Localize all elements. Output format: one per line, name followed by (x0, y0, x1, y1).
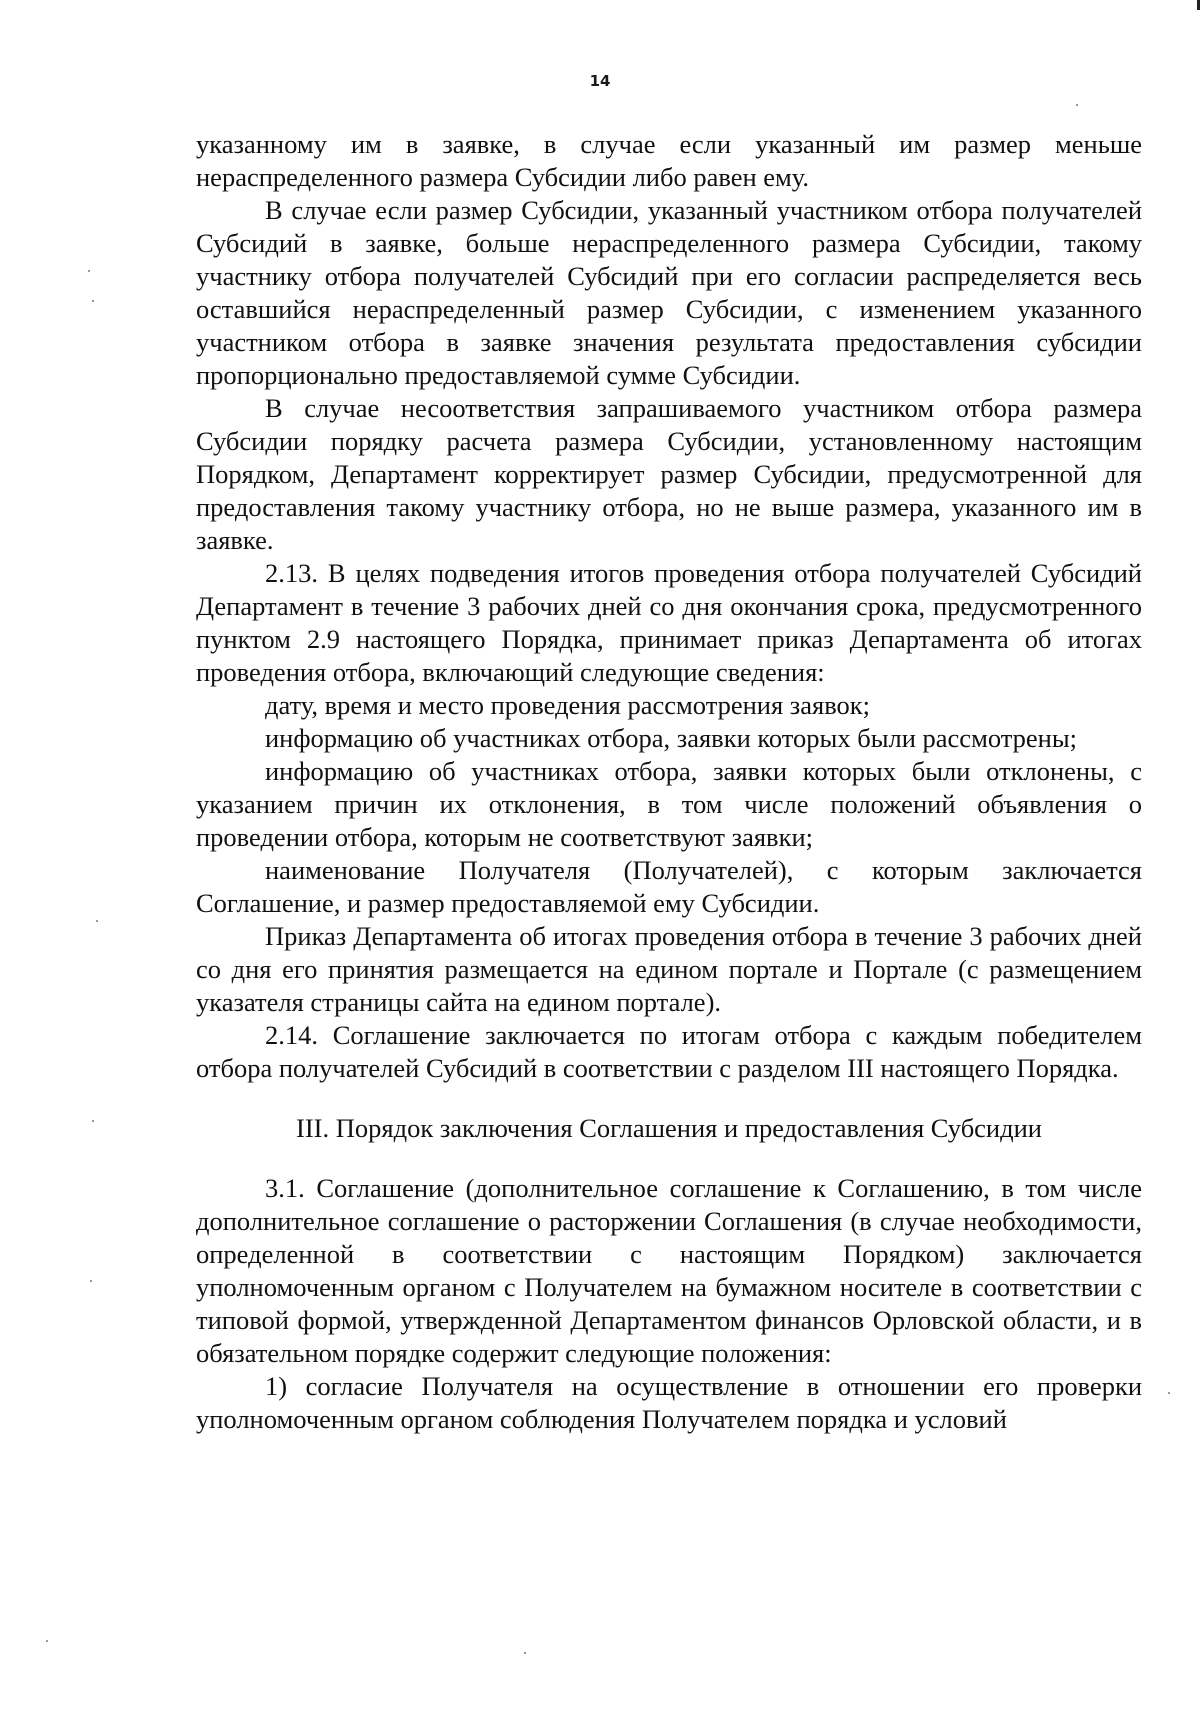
paragraph-subsidy-redistribution: В случае если размер Субсидии, указанный участником отбора получателей Субсидий в заявке, больше нераспределенного размера Субсидии, такому участнику отбора получателей Субсидий при его согласии распределяется весь оставшийся нераспределенный размер Субсидии, с изменением указанного участником отбора в заявке значения результата предоставления субсидии пропорционально предоставляемой сумме Субсидии. (196, 195, 1142, 390)
scan-speck (46, 1640, 48, 1642)
scan-speck (92, 300, 94, 302)
scan-speck (1168, 1392, 1170, 1394)
paragraph-2-13: 2.13. В целях подведения итогов проведения отбора получателей Субсидий Департамент в течение 3 рабочих дней со дня окончания срока, предусмотренного пунктом 2.9 настоящего Порядка, принимает приказ Департамента об итогах проведения отбора, включающий следующие сведения: (196, 558, 1142, 687)
scan-speck (92, 1120, 94, 1122)
paragraph-3-1-item-1: 1) согласие Получателя на осуществление в отношении его проверки уполномоченным органом соблюдения Получателем порядка и условий (196, 1371, 1142, 1434)
scan-speck (524, 1652, 526, 1654)
scan-speck (90, 1280, 92, 1282)
scan-speck (1076, 104, 1078, 106)
page-number: 14 (589, 72, 611, 90)
list-item-recipient-name: наименование Получателя (Получателей), с которым заключается Соглашение, и размер предоставляемой ему Субсидии. (196, 855, 1142, 918)
paragraph-2-14: 2.14. Соглашение заключается по итогам отбора с каждым победителем отбора получателей Субсидий в соответствии с разделом III настоящего Порядка. (196, 1020, 1142, 1083)
paragraph-order-publication: Приказ Департамента об итогах проведения отбора в течение 3 рабочих дней со дня его принятия размещается на едином портале и Портале (с размещением указателя страницы сайта на едином портале). (196, 921, 1142, 1017)
scan-speck (88, 270, 90, 272)
section-heading-iii: III. Порядок заключения Соглашения и предоставления Субсидии (296, 1113, 1042, 1143)
paragraph-3-1: 3.1. Соглашение (дополнительное соглашение к Соглашению, в том числе дополнительное соглашение о расторжении Соглашения (в случае необходимости, определенной в соответствии с настоящим Порядком) заключается уполномоченным органом с Получателем на бумажном носителе в соответствии с типовой формой, утвержденной Департаментом финансов Орловской области, и в обязательном порядке содержит следующие положения: (196, 1173, 1142, 1368)
paragraph-continuation: указанному им в заявке, в случае если указанный им размер меньше нераспределенного размера Субсидии либо равен ему. (196, 129, 1142, 192)
document-body (196, 128, 1142, 1436)
scan-speck (96, 920, 98, 922)
paragraph-subsidy-correction: В случае несоответствия запрашиваемого участником отбора размера Субсидии порядку расчета размера Субсидии, установленному настоящим Порядком, Департамент корректирует размер Субсидии, предусмотренной для предоставления такому участнику отбора, но не выше размера, указанного им в заявке. (196, 393, 1142, 555)
list-item-rejected-participants: информацию об участниках отбора, заявки которых были отклонены, с указанием причин их отклонения, в том числе положений объявления о проведении отбора, которым не соответствуют заявки; (196, 756, 1142, 852)
list-item-date-time-place: дату, время и место проведения рассмотрения заявок; (265, 690, 871, 720)
list-item-reviewed-participants: информацию об участниках отбора, заявки которых были рассмотрены; (265, 723, 1078, 753)
